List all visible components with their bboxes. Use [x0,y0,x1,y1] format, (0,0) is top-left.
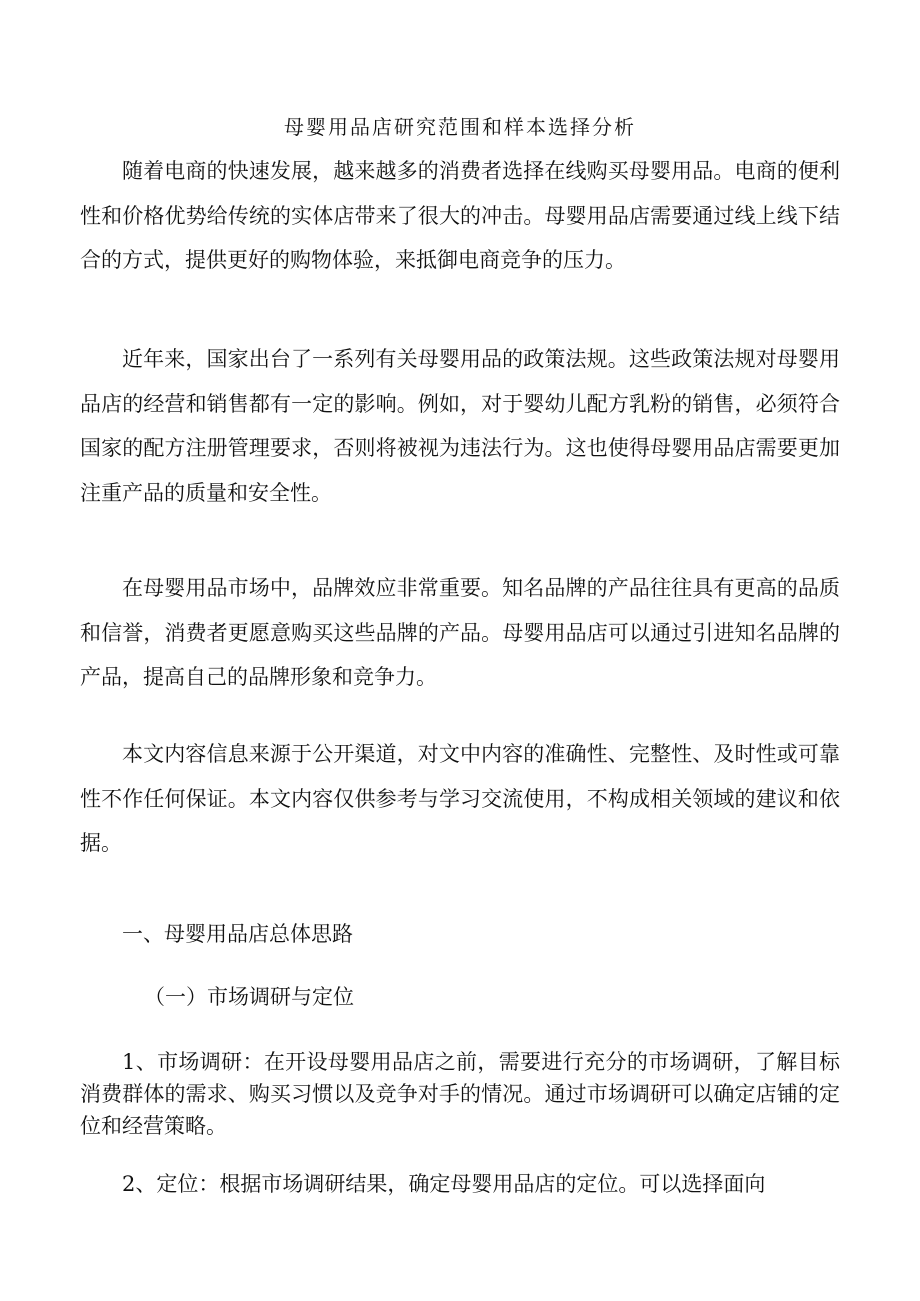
section-heading: 一、母婴用品店总体思路 [122,922,353,946]
subsection-heading: （一）市场调研与定位 [144,985,354,1009]
list-item-positioning: 2、定位：根据市场调研结果，确定母婴用品店的定位。可以选择面向 [122,1172,766,1196]
paragraph-brand: 在母婴用品市场中，品牌效应非常重要。知名品牌的产品往往具有更高的品质和信誉，消费者更愿意购买这些品牌的产品。母婴用品店可以通过引进知名品牌的产品，提高自己的品牌形象和竞争力。 [80,576,840,689]
list-item-market-research: 1、市场调研：在开设母婴用品店之前，需要进行充分的市场调研，了解目标消费群体的需求、购买习惯以及竞争对手的情况。通过市场调研可以确定店铺的定位和经营策略。 [80,1050,840,1138]
paragraph-ecommerce: 随着电商的快速发展，越来越多的消费者选择在线购买母婴用品。电商的便利性和价格优势给传统的实体店带来了很大的冲击。母婴用品店需要通过线上线下结合的方式，提供更好的购物体验，来抵御电商竞争的压力。 [80,159,840,272]
document-title: 母婴用品店研究范围和样本选择分析 [284,115,636,139]
paragraph-disclaimer: 本文内容信息来源于公开渠道，对文中内容的准确性、完整性、及时性或可靠性不作任何保证。本文内容仅供参考与学习交流使用，不构成相关领域的建议和依据。 [80,742,840,855]
paragraph-policy: 近年来，国家出台了一系列有关母婴用品的政策法规。这些政策法规对母婴用品店的经营和销售都有一定的影响。例如，对于婴幼儿配方乳粉的销售，必须符合国家的配方注册管理要求，否则将被视为违法行为。这也使得母婴用品店需要更加注重产品的质量和安全性。 [80,347,840,505]
